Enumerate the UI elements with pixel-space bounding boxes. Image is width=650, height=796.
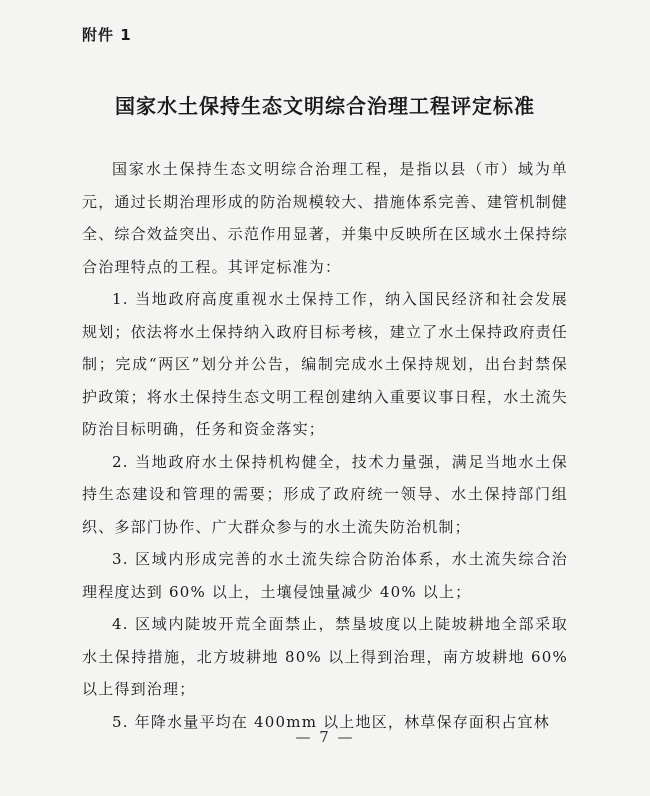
- criterion-3-paragraph: 3. 区域内形成完善的水土流失综合防治体系，水土流失综合治理程度达到 60% 以上，土壤侵蚀量减少 40% 以上；: [82, 550, 568, 601]
- attachment-label: 附件 1: [82, 26, 132, 44]
- page-number: — 7 —: [295, 728, 355, 746]
- criterion-5-paragraph: 5. 年降水量平均在 400mm 以上地区，林草保存面积占宜林: [112, 712, 550, 731]
- document-body: [82, 153, 568, 738]
- criterion-4-paragraph: 4. 区域内陡坡开荒全面禁止，禁垦坡度以上陡坡耕地全部采取水土保持措施，北方坡耕地 80% 以上得到治理，南方坡耕地 60% 以上得到治理；: [82, 615, 568, 698]
- criterion-2-paragraph: 2. 当地政府水土保持机构健全，技术力量强，满足当地水土保持生态建设和管理的需要；形成了政府统一领导、水土保持部门组织、多部门协作、广大群众参与的水土流失防治机制；: [82, 452, 568, 536]
- criterion-1-paragraph: 1. 当地政府高度重视水土保持工作，纳入国民经济和社会发展规划；依法将水土保持纳入政府目标考核，建立了水土保持政府责任制；完成“两区”划分并公告，编制完成水土保持规划，出台封禁保护政策；将水土保持生态文明工程创建纳入重要议事日程，水土流失防治目标明确，任务和资金落实；: [82, 290, 569, 438]
- document-title: 国家水土保持生态文明综合治理工程评定标准: [115, 94, 535, 118]
- intro-paragraph: 国家水土保持生态文明综合治理工程，是指以县（市）域为单元，通过长期治理形成的防治规模较大、措施体系完善、建管机制健全、综合效益突出、示范作用显著，并集中反映所在区域水土保持综合治理特点的工程。其评定标准为：: [82, 160, 569, 276]
